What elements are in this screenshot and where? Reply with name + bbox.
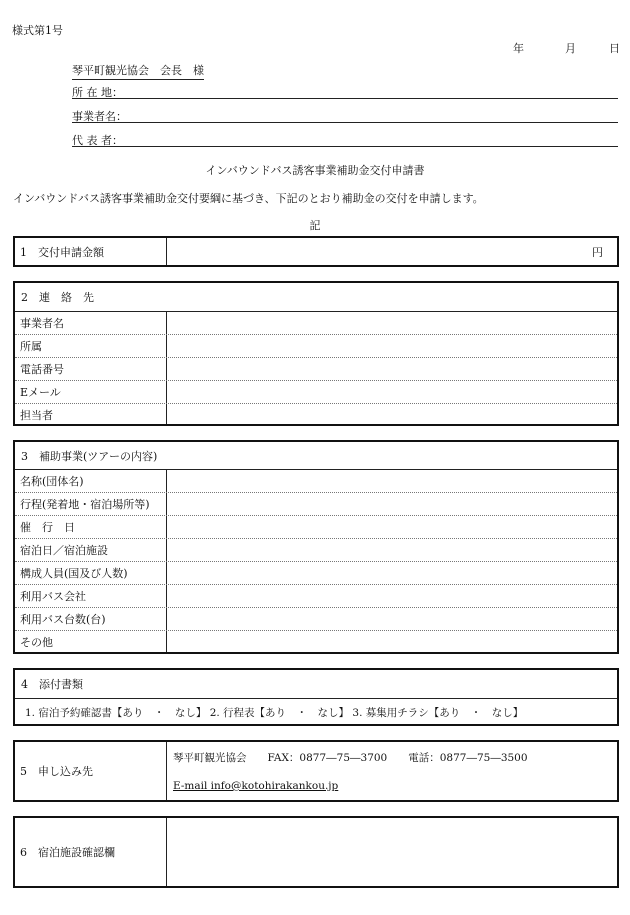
section-2-header-label: 2 連 絡 先 (21, 291, 94, 304)
section-2-header (15, 283, 617, 312)
contact-info: 琴平町観光協会 FAX：0877―75―3700 電話：0877―75―3500 (173, 752, 528, 764)
business-name-line (72, 108, 618, 123)
section-6-label: 6 宿泊施設確認欄 (20, 846, 115, 859)
section-3-header (15, 442, 617, 470)
address-label: 所 在 地： (72, 86, 123, 99)
table-row (15, 539, 617, 562)
table-row (15, 562, 617, 585)
row-label: 担当者 (20, 409, 53, 422)
section-5-box (13, 740, 619, 802)
date-month-label: 月 (565, 42, 576, 55)
section-2-box (13, 281, 619, 426)
table-row (15, 381, 617, 404)
contact-email[interactable]: E-mail info@kotohirakankou.jp (173, 780, 339, 792)
date-day-label: 日 (609, 42, 620, 55)
row-label: 電話番号 (20, 363, 64, 376)
table-row (15, 312, 617, 335)
representative-line (72, 132, 618, 147)
table-row (15, 608, 617, 631)
section-1-box (13, 236, 619, 267)
section-3-box (13, 440, 619, 654)
document-title: インバウンドバス誘客事業補助金交付申請書 (205, 164, 425, 177)
business-name-label: 事業者名： (72, 110, 127, 123)
row-label: Eメール (20, 386, 61, 399)
yen-unit: 円 (592, 245, 603, 259)
date-year-label: 年 (513, 42, 524, 55)
row-label: 利用バス台数(台) (20, 613, 106, 626)
ki-mark: 記 (309, 219, 321, 232)
row-label: 事業者名 (20, 317, 64, 330)
address-line (72, 84, 618, 99)
section-6-box (13, 816, 619, 888)
table-row (15, 516, 617, 539)
section-4-header-label: 4 添付書類 (21, 678, 83, 691)
attachments-list: 1. 宿泊予約確認書【あり ・ なし】 2. 行程表【あり ・ なし】 3. 募集用チラシ【あり ・ なし】 (25, 707, 524, 719)
section-1-label: 1 交付申請金額 (20, 245, 104, 259)
section-3-body (15, 470, 617, 652)
row-label: 催 行 日 (20, 521, 75, 534)
representative-label: 代 表 者： (72, 134, 123, 147)
row-label: 利用バス会社 (20, 590, 86, 603)
row-label: 行程(発着地・宿泊場所等) (20, 498, 150, 511)
table-row (15, 404, 617, 426)
table-row (15, 493, 617, 516)
section-2-body (15, 312, 617, 424)
section-3-header-label: 3 補助事業(ツアーの内容) (21, 449, 158, 463)
table-row (15, 585, 617, 608)
intro-text: インバウンドバス誘客事業補助金交付要綱に基づき、下記のとおり補助金の交付を申請します。 (13, 192, 484, 205)
table-row (15, 358, 617, 381)
row-label: 名称(団体名) (20, 475, 84, 488)
section-1-divider (166, 238, 167, 265)
row-label: 構成人員(国及び人数) (20, 567, 128, 580)
table-row (15, 335, 617, 358)
row-label: その他 (20, 636, 53, 649)
table-row (15, 470, 617, 493)
form-number: 様式第1号 (12, 24, 63, 37)
section-4-header (15, 670, 617, 699)
section-5-label: 5 申し込み先 (20, 765, 93, 778)
row-label: 宿泊日／宿泊施設 (20, 544, 108, 557)
section-4-box (13, 668, 619, 726)
addressee: 琴平町観光協会 会長 様 (72, 62, 204, 80)
row-label: 所属 (20, 340, 42, 353)
section-6-divider (166, 818, 167, 886)
section-5-divider (166, 742, 167, 800)
table-row (15, 631, 617, 653)
